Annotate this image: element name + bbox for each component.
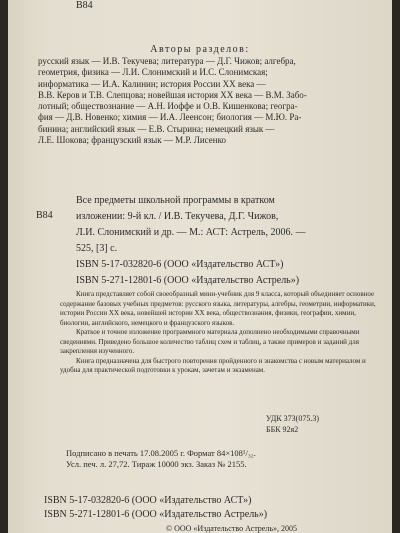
authors-line: фия — Д.В. Новенко; химия — И.А. Леенсон; биология — М.Ю. Ра- xyxy=(38,112,302,123)
udk-code: УДК 373(075.3) xyxy=(266,414,319,423)
classification-codes xyxy=(266,413,319,435)
authors-heading: Авторы разделов: xyxy=(150,44,250,55)
bibliography-isbn-astrel: ISBN 5-271-12801-6 (ООО «Издательство Астрель») xyxy=(76,275,300,286)
isbn-footer xyxy=(44,494,267,522)
annotation xyxy=(60,290,382,376)
annotation-paragraph: Книга представляет собой своеобразный мини-учебник для 9 класса, который объединяет основное содержание базовых учебных предметов: русского языка, литературы, алгебры, геометрии, информатики, истории России XX века, новейшей истории XX века, обществознания, физики, географии, химии, биологии, английского, немецкого и французского языков. xyxy=(60,290,376,327)
bibliography-code: В84 xyxy=(36,210,53,221)
annotation-paragraph: Краткое и точное изложение программного материала дополнено необходимыми справочными сведениями. Приведено большое количество таблиц схем и таблиц, а также примеров и заданий для закрепления изученного. xyxy=(60,328,360,355)
authors-line: В.В. Керов и Т.В. Слепцова; новейшая история XX века — В.М. Забо- xyxy=(38,89,307,100)
authors-list xyxy=(38,56,368,146)
book-page xyxy=(8,0,392,533)
annotation-paragraph: Книга предназначена для быстрого повторения пройденного и знакомства с новым материалом и удобна для практической подготовки к урокам, зачетам и экзаменам. xyxy=(60,356,366,374)
imprint-info xyxy=(66,448,386,470)
copyright-notice: © ООО «Издательство Астрель», 2005 xyxy=(166,524,297,533)
bibliographic-record xyxy=(76,193,386,289)
library-code-top: В84 xyxy=(76,0,93,11)
imprint-line: Подписано в печать 17.08.2005 г. Формат 84×108¹/₃₂. xyxy=(66,448,256,458)
bibliography-line: Л.И. Слонимский и др. — М.: АСТ: Астрель, 2006. — xyxy=(76,227,306,238)
bibliography-line: 525, [3] с. xyxy=(76,243,118,254)
authors-line: Л.Е. Шокова; французский язык — М.Р. Лисенко xyxy=(38,135,226,146)
authors-line: бинина; английский язык — Е.В. Стырина; немецкий язык — xyxy=(38,123,275,134)
bibliography-isbn-ast: ISBN 5-17-032820-6 (ООО «Издательство АСТ») xyxy=(76,259,284,270)
authors-line: информатика — И.А. Калинин; история России XX века — xyxy=(38,78,266,89)
imprint-line: Усл. печ. л. 27,72. Тираж 10000 экз. Заказ № 2155. xyxy=(66,459,247,469)
bibliography-line: изложении: 9-й кл. / И.В. Текучева, Д.Г. Чижов, xyxy=(76,211,279,222)
isbn-footer-line: ISBN 5-271-12801-6 (ООО «Издательство Астрель») xyxy=(44,509,268,520)
authors-line: лотный; обществознание — А.Н. Иоффе и О.В. Кишенкова; геогра- xyxy=(38,101,298,112)
bbk-code: ББК 92я2 xyxy=(266,425,299,434)
bibliography-line: Все предметы школьной программы в кратком xyxy=(76,195,275,206)
isbn-footer-line: ISBN 5-17-032820-6 (ООО «Издательство АСТ») xyxy=(44,495,252,506)
authors-line: русский язык — И.В. Текучева; литература — Д.Г. Чижов; алгебра, xyxy=(38,56,296,66)
authors-line: геометрия, физика — Л.И. Слонимский и И.С. Слонимская; xyxy=(38,67,268,78)
